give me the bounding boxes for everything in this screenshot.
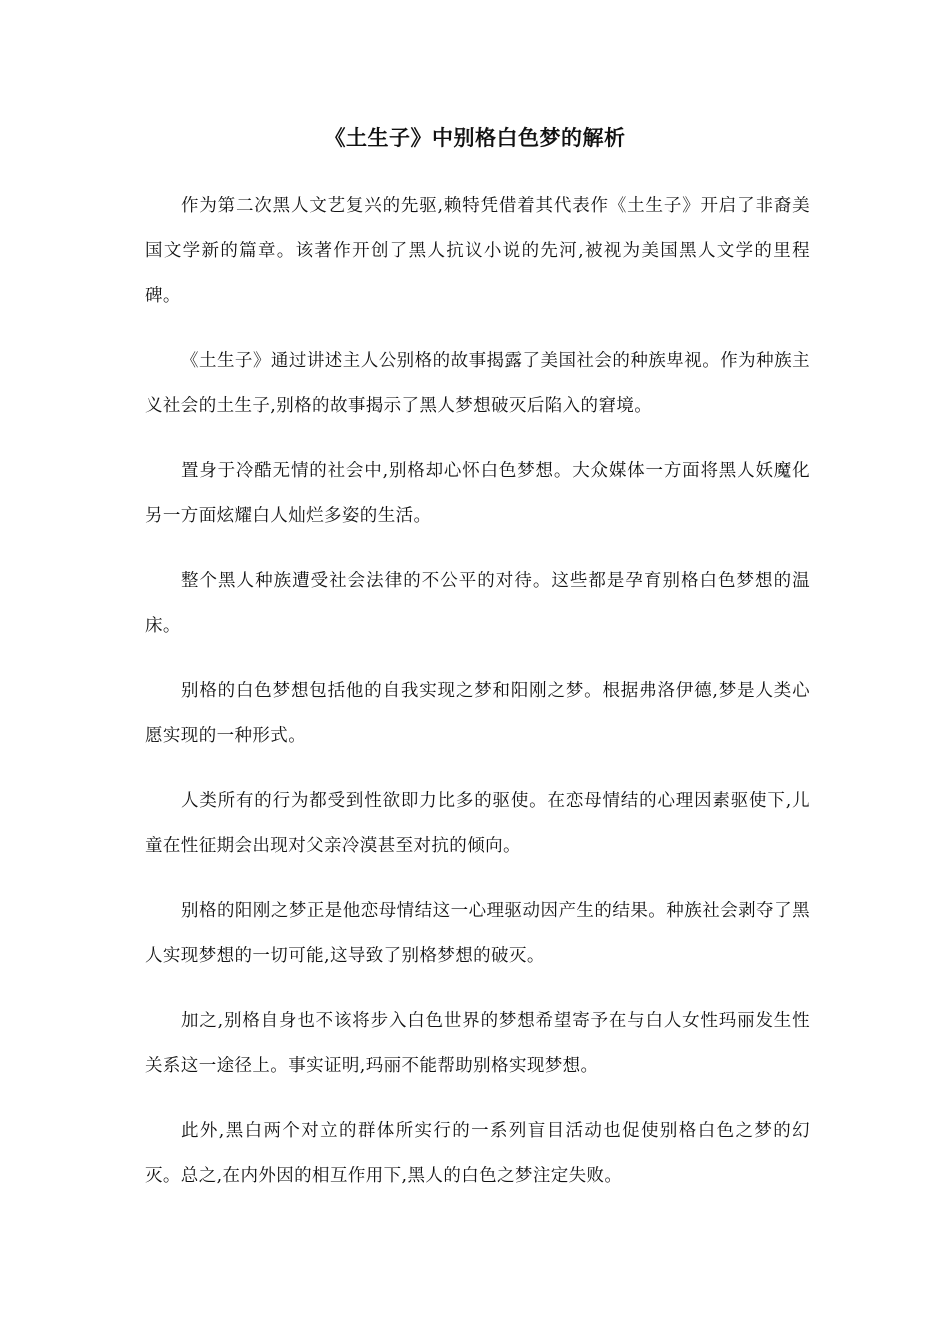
paragraph-4: 整个黑人种族遭受社会法律的不公平的对待。这些都是孕育别格白色梦想的温床。 — [145, 571, 810, 636]
paragraph-6: 人类所有的行为都受到性欲即力比多的驱使。在恋母情结的心理因素驱使下,儿童在性征期会出现对父亲冷漠甚至对抗的倾向。 — [145, 791, 810, 856]
paragraph-3: 置身于冷酷无情的社会中,别格却心怀白色梦想。大众媒体一方面将黑人妖魔化另一方面炫耀白人灿烂多姿的生活。 — [145, 461, 810, 526]
paragraph-7: 别格的阳刚之梦正是他恋母情结这一心理驱动因产生的结果。种族社会剥夺了黑人实现梦想的一切可能,这导致了别格梦想的破灭。 — [145, 901, 810, 966]
document-title: 《土生子》中别格白色梦的解析 — [324, 125, 626, 150]
document-body — [145, 184, 810, 1219]
paragraph-2: 《土生子》通过讲述主人公别格的故事揭露了美国社会的种族卑视。作为种族主义社会的土生子,别格的故事揭示了黑人梦想破灭后陷入的窘境。 — [145, 351, 810, 416]
paragraph-8: 加之,别格自身也不该将步入白色世界的梦想希望寄予在与白人女性玛丽发生性关系这一途径上。事实证明,玛丽不能帮助别格实现梦想。 — [145, 1011, 810, 1076]
paragraph-9: 此外,黑白两个对立的群体所实行的一系列盲目活动也促使别格白色之梦的幻灭。总之,在内外因的相互作用下,黑人的白色之梦注定失败。 — [145, 1121, 810, 1186]
paragraph-1: 作为第二次黑人文艺复兴的先驱,赖特凭借着其代表作《土生子》开启了非裔美国文学新的篇章。该著作开创了黑人抗议小说的先河,被视为美国黑人文学的里程碑。 — [145, 196, 810, 306]
paragraph-5: 别格的白色梦想包括他的自我实现之梦和阳刚之梦。根据弗洛伊德,梦是人类心愿实现的一种形式。 — [145, 681, 810, 746]
